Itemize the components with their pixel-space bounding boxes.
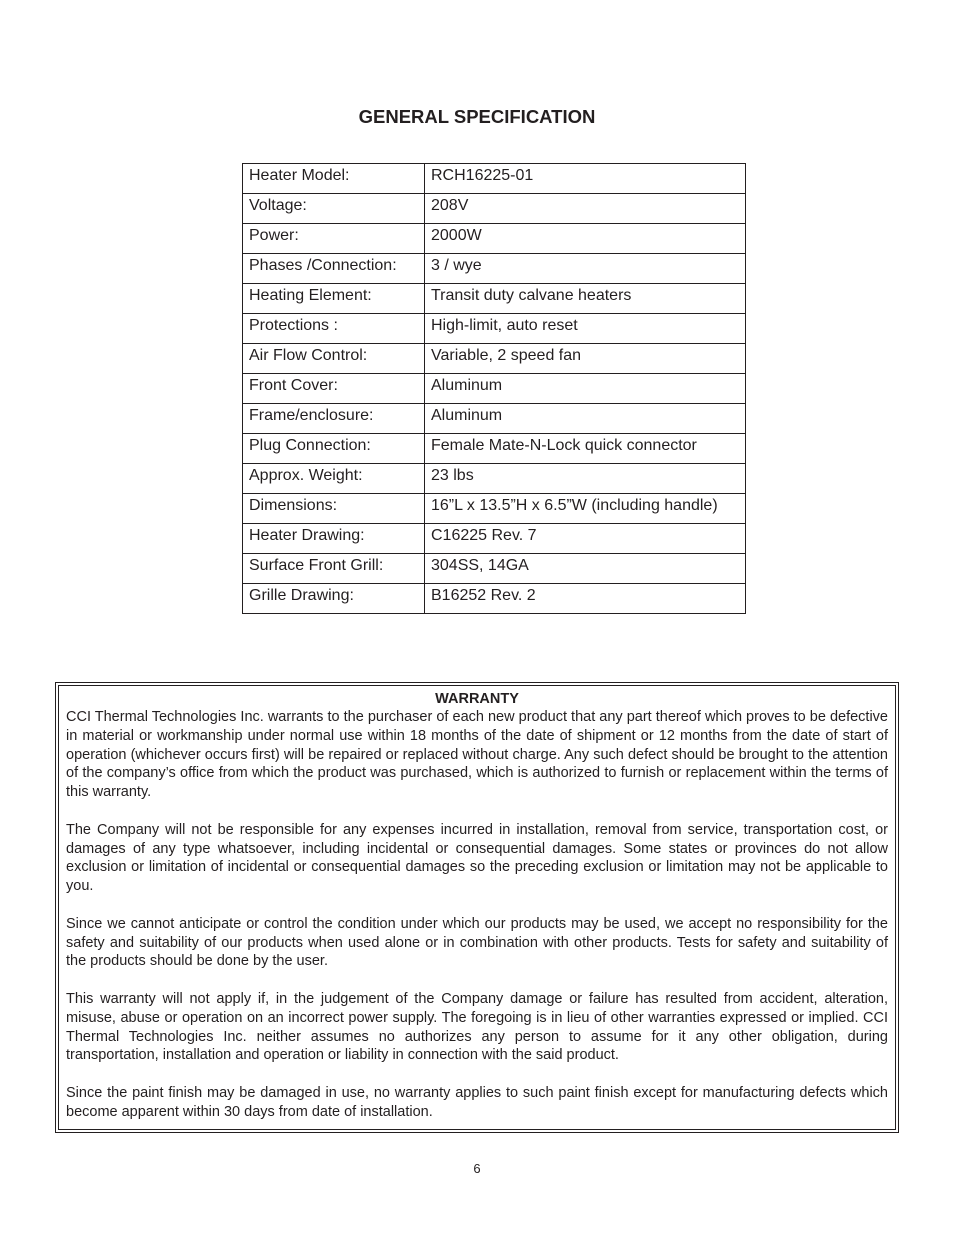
warranty-paragraph: Since we cannot anticipate or control the condition under which our products may be used, we accept no responsibility for the safety and suitability of our products when used alone or in combination with other products. Tests for safety and suitability of the products should be done by the user.	[66, 915, 888, 970]
spec-label: Approx. Weight:	[243, 464, 425, 494]
spec-label: Voltage:	[243, 194, 425, 224]
spec-value: Female Mate-N-Lock quick connector	[425, 434, 746, 464]
spec-value: RCH16225-01	[425, 164, 746, 194]
spec-row	[243, 224, 746, 254]
spec-value: 3 / wye	[425, 254, 746, 284]
specification-table	[242, 163, 746, 614]
spec-row	[243, 314, 746, 344]
spec-label: Phases /Connection:	[243, 254, 425, 284]
spec-value: High-limit, auto reset	[425, 314, 746, 344]
spec-value: Aluminum	[425, 404, 746, 434]
spec-label: Frame/enclosure:	[243, 404, 425, 434]
spec-row	[243, 194, 746, 224]
spec-label: Heating Element:	[243, 284, 425, 314]
spec-label: Heater Drawing:	[243, 524, 425, 554]
spec-label: Plug Connection:	[243, 434, 425, 464]
spec-row	[243, 404, 746, 434]
warranty-paragraph: Since the paint finish may be damaged in use, no warranty applies to such paint finish except for manufacturing defects which become apparent within 30 days from date of installation.	[66, 1084, 888, 1120]
spec-row	[243, 284, 746, 314]
spec-label: Surface Front Grill:	[243, 554, 425, 584]
spec-value: Aluminum	[425, 374, 746, 404]
spec-value: C16225 Rev. 7	[425, 524, 746, 554]
warranty-box	[55, 682, 899, 1133]
spec-row	[243, 434, 746, 464]
spec-value: Transit duty calvane heaters	[425, 284, 746, 314]
warranty-paragraph: CCI Thermal Technologies Inc. warrants to the purchaser of each new product that any part thereof which proves to be defective in material or workmanship under normal use within 18 months of the date of shipment or 12 months from the date of start of operation (whichever occurs first) will be repaired or replaced without charge. Any such defect should be brought to the attention of the company’s office from which the product was purchased, which is authorized to furnish or replacement within the terms of this warranty.	[66, 709, 888, 801]
spec-value: 23 lbs	[425, 464, 746, 494]
spec-row	[243, 584, 746, 614]
warranty-inner-frame	[58, 685, 896, 1130]
spec-value: 208V	[425, 194, 746, 224]
spec-row	[243, 164, 746, 194]
spec-value: 304SS, 14GA	[425, 554, 746, 584]
spec-value: 16”L x 13.5”H x 6.5”W (including handle)	[425, 494, 746, 524]
spec-row	[243, 374, 746, 404]
warranty-paragraph: This warranty will not apply if, in the judgement of the Company damage or failure has resulted from accident, alteration, misuse, abuse or operation on an incorrect power supply. The foregoing is in lieu of other warranties expressed or implied. CCI Thermal Technologies Inc. neither assumes no authorizes any person to assume for it any other obligation, during transportation, installation and operation or liability in connection with the said product.	[66, 990, 888, 1064]
spec-label: Heater Model:	[243, 164, 425, 194]
spec-row	[243, 554, 746, 584]
spec-row	[243, 254, 746, 284]
spec-value: B16252 Rev. 2	[425, 584, 746, 614]
spec-row	[243, 524, 746, 554]
warranty-title: WARRANTY	[435, 691, 519, 707]
spec-label: Power:	[243, 224, 425, 254]
spec-value: Variable, 2 speed fan	[425, 344, 746, 374]
spec-row	[243, 344, 746, 374]
spec-label: Air Flow Control:	[243, 344, 425, 374]
page-title: GENERAL SPECIFICATION	[358, 106, 596, 127]
page-number: 6	[473, 1161, 481, 1176]
spec-label: Dimensions:	[243, 494, 425, 524]
spec-label: Protections :	[243, 314, 425, 344]
warranty-paragraph: The Company will not be responsible for any expenses incurred in installation, removal from service, transportation cost, or damages of any type whatsoever, including incidental or consequential damages. Some states or provinces do not allow exclusion or limitation of incidental or consequential damages so the preceding exclusion or limitation may not be applicable to you.	[66, 821, 888, 895]
specification-table-body	[243, 164, 746, 614]
spec-label: Front Cover:	[243, 374, 425, 404]
spec-row	[243, 464, 746, 494]
spec-value: 2000W	[425, 224, 746, 254]
spec-row	[243, 494, 746, 524]
spec-label: Grille Drawing:	[243, 584, 425, 614]
